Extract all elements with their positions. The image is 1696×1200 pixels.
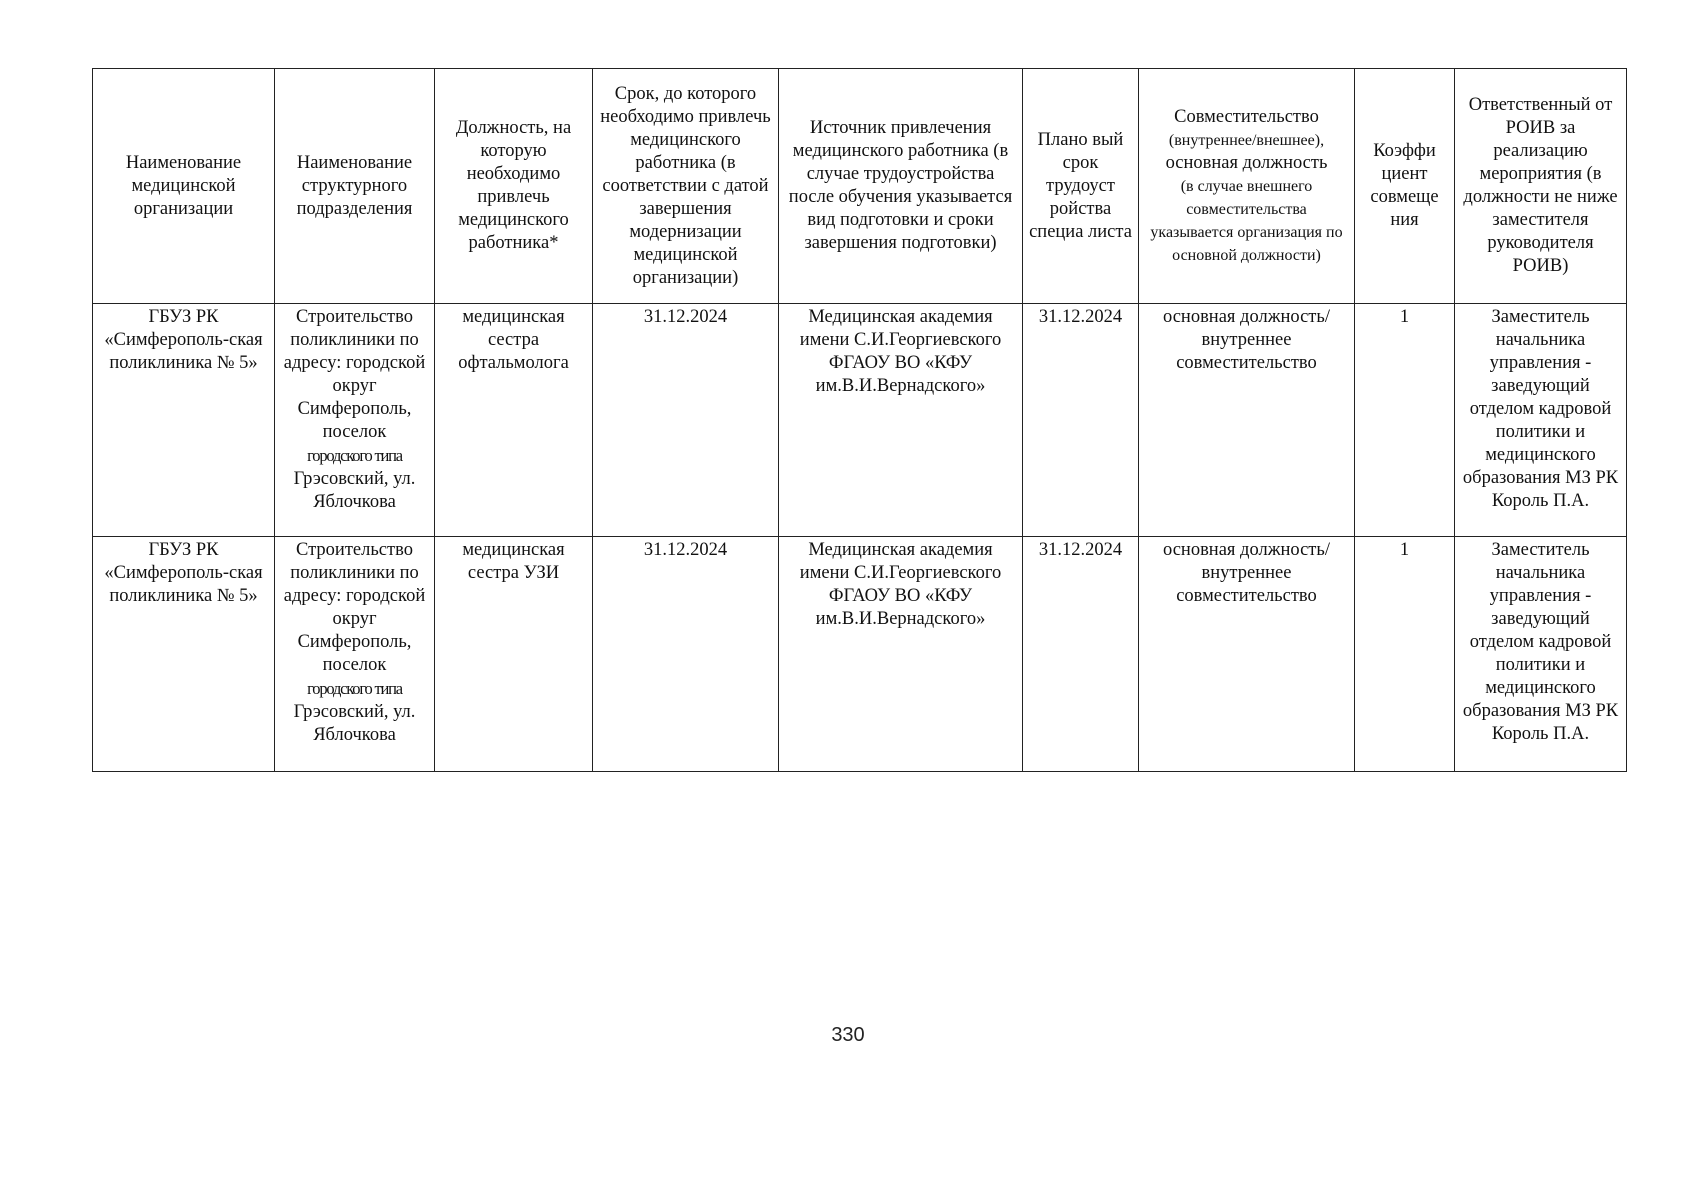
cell-position: медицинская сестра УЗИ [435,537,593,772]
header-combo-small1: (внутреннее/внешнее), [1168,131,1325,149]
page-number: 330 [831,1024,865,1046]
header-unit: Наименование структурного подразделения [275,69,435,304]
header-combo [1139,69,1355,304]
cell-unit-part-c: Грэсовский, ул. Яблочкова [293,469,416,512]
cell-position: медицинская сестра офтальмолога [435,304,593,537]
header-coef: Коэффи циент совмеще ния [1355,69,1455,304]
header-combo-small2: (в случае внешнего совместительства указывается организация по основной должности) [1150,177,1343,264]
header-source: Источник привлечения медицинского работника (в случае трудоустройства после обучения указывается вид подготовки и сроки завершения подготовки) [779,69,1023,304]
staffing-table [92,68,1627,772]
cell-org: ГБУЗ РК «Симферополь-ская поликлиника № 5» [93,304,275,537]
header-row [93,69,1627,304]
cell-unit-part-b: городского типа [307,679,402,698]
cell-source: Медицинская академия имени С.И.Георгиевского ФГАОУ ВО «КФУ им.В.И.Вернадского» [779,537,1023,772]
cell-unit-part-a: Строительство поликлиники по адресу: городской округ Симферополь, поселок [283,307,426,442]
cell-combo: основная должность/ внутреннее совместительство [1139,304,1355,537]
cell-planned: 31.12.2024 [1023,304,1139,537]
cell-unit-part-b: городского типа [307,446,402,465]
header-combo-main: Совместительство [1174,106,1319,127]
cell-source: Медицинская академия имени С.И.Георгиевского ФГАОУ ВО «КФУ им.В.И.Вернадского» [779,304,1023,537]
cell-coef: 1 [1355,537,1455,772]
cell-responsible: Заместитель начальника управления - заведующий отделом кадровой политики и медицинского образования МЗ РК Король П.А. [1455,304,1627,537]
cell-unit [275,304,435,537]
cell-unit-part-c: Грэсовский, ул. Яблочкова [293,702,416,745]
header-responsible: Ответственный от РОИВ за реализацию мероприятия (в должности не ниже заместителя руководителя РОИВ) [1455,69,1627,304]
cell-deadline: 31.12.2024 [593,537,779,772]
header-position: Должность, на которую необходимо привлечь медицинского работника* [435,69,593,304]
table-row [93,304,1627,537]
cell-org: ГБУЗ РК «Симферополь-ская поликлиника № 5» [93,537,275,772]
table-row [93,537,1627,772]
cell-coef: 1 [1355,304,1455,537]
cell-unit-part-a: Строительство поликлиники по адресу: городской округ Симферополь, поселок [283,540,426,675]
cell-combo: основная должность/ внутреннее совместительство [1139,537,1355,772]
header-combo-main2: основная должность [1165,152,1328,173]
cell-unit [275,537,435,772]
header-org: Наименование медицинской организации [93,69,275,304]
header-planned: Плано вый срок трудоуст ройства специа листа [1023,69,1139,304]
cell-deadline: 31.12.2024 [593,304,779,537]
cell-planned: 31.12.2024 [1023,537,1139,772]
cell-responsible: Заместитель начальника управления - заведующий отделом кадровой политики и медицинского образования МЗ РК Король П.А. [1455,537,1627,772]
header-deadline: Срок, до которого необходимо привлечь медицинского работника (в соответствии с датой завершения модернизации медицинской организации) [593,69,779,304]
